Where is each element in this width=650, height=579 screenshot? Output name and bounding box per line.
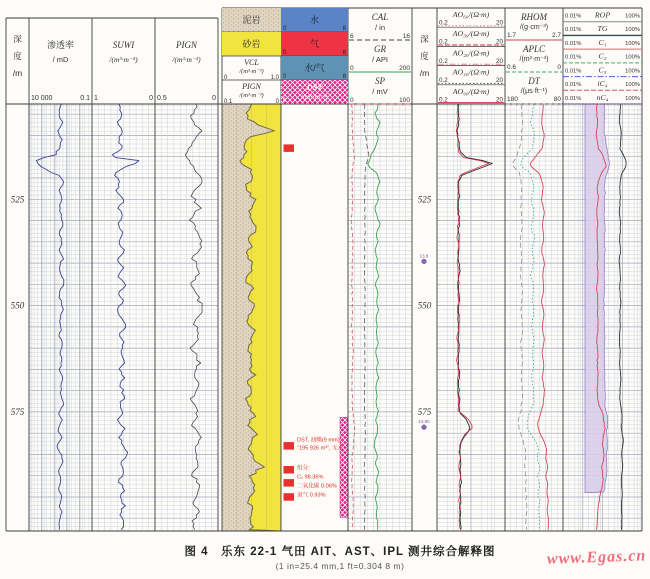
figure-caption-note: (1 in=25.4 mm,1 ft=0.304 8 m) xyxy=(275,561,405,571)
curve-suwi xyxy=(112,104,139,530)
scale-left: 0.01% xyxy=(565,54,582,61)
curve-pign2 xyxy=(185,104,202,530)
annotations xyxy=(11,144,432,517)
test-interval-marker xyxy=(284,442,295,450)
gr-row-title: CAL xyxy=(371,12,389,22)
scale-right: 100% xyxy=(625,82,640,89)
scale-right: 20 xyxy=(495,38,503,46)
scale-left: 0.2 xyxy=(439,96,448,104)
depth-header: 度 xyxy=(13,51,22,61)
scale-right: 2.7 xyxy=(551,32,561,39)
composition-note: 组分: xyxy=(297,465,310,472)
scale-left: 0 xyxy=(283,26,287,32)
curve-ao10 xyxy=(456,104,489,530)
dst-note: “195 926 m³”, 无水 xyxy=(297,445,344,452)
scale-left: 0.5 xyxy=(157,95,167,102)
watermark: www.Egas.cn xyxy=(546,547,647,568)
curve-aplc xyxy=(520,104,540,530)
gas-row-title: TG xyxy=(597,24,608,34)
fluid-legend-label: 水/气 xyxy=(304,63,325,73)
ao-row-title: AO₂₀/(Ω·m) xyxy=(452,48,490,58)
scale-right: 20 xyxy=(495,77,503,85)
scale-right: 100% xyxy=(625,68,640,75)
rh-row-title: DT xyxy=(528,76,540,86)
figure-caption-block xyxy=(60,543,620,571)
ao-row-title: AO₁₀/(Ω·m) xyxy=(452,67,490,77)
gas-row-title: C₃ xyxy=(598,65,607,75)
scale-left: 0.2 xyxy=(439,19,448,27)
track-unit: /(m³·m⁻³) xyxy=(172,55,201,64)
lith-legend-label: 砂岩 xyxy=(242,39,261,49)
track-title: PIGN xyxy=(176,40,197,50)
scale-right: 20 xyxy=(495,96,503,104)
scale-left: 0.01% xyxy=(565,40,582,47)
rh-row-unit: /(g·cm⁻³) xyxy=(519,24,549,31)
curve-dt xyxy=(513,104,527,530)
fluid-legend-unit: /(m³·m⁻³) xyxy=(301,94,328,101)
scale-left: 180 xyxy=(507,96,518,103)
log-curves xyxy=(36,104,626,530)
gr-row-unit: / API xyxy=(372,55,388,64)
scale-right: 100 xyxy=(399,97,410,104)
lith-scale-title: PIGN xyxy=(242,82,261,91)
scale-left: 0.01% xyxy=(565,13,582,20)
composition-note: 二氧化碳 0.06% xyxy=(297,483,337,490)
scale-right: 8 xyxy=(342,26,346,32)
composition-note: C₁ 98.36% xyxy=(297,474,324,481)
test-point-marker xyxy=(422,425,427,430)
scale-right: 0 xyxy=(557,64,561,71)
scale-right: 0 xyxy=(149,95,153,102)
rh-row-unit: /(μs·ft⁻¹) xyxy=(520,88,548,95)
scale-left: 0 xyxy=(283,74,287,80)
scale-left: 1 xyxy=(94,95,98,102)
ao-row-title: AO₆₀/(Ω·m) xyxy=(452,10,490,19)
depth-label: 575 xyxy=(10,406,25,417)
scale-left: 1.7 xyxy=(507,32,517,39)
scale-right: 100% xyxy=(625,95,640,102)
scale-right: 1.0 xyxy=(270,75,279,81)
scale-left: 0.01% xyxy=(565,27,582,34)
lith-scale-unit: /(m³·m⁻³) xyxy=(239,92,264,99)
track-title: SUWI xyxy=(112,40,135,50)
scale-right: 100% xyxy=(625,40,640,47)
fluid-legend-label: 水 xyxy=(309,15,320,25)
scale-right: 8 xyxy=(342,50,346,56)
gr-row-unit: / in xyxy=(374,23,386,32)
depth-label: 550 xyxy=(417,300,432,311)
scale-right: 100% xyxy=(625,27,640,34)
depth-header: 度 xyxy=(420,51,429,61)
rh-row-title: RHOM xyxy=(521,12,547,22)
scale-right: 20 xyxy=(495,19,503,27)
scale-right: 0 xyxy=(212,95,216,102)
lithology-track xyxy=(222,104,281,531)
scale-left: 0 xyxy=(350,97,354,104)
scale-left: 0 xyxy=(283,50,287,56)
test-interval-marker xyxy=(284,466,295,474)
test-point-marker xyxy=(422,259,427,264)
fluid-legend-label: DST xyxy=(306,82,323,92)
scale-right: 16 xyxy=(402,33,410,40)
figure-caption: 图 4 乐东 22-1 气田 AIT、AST、IPL 测井综合解释图 xyxy=(184,546,496,558)
c1-gas-band xyxy=(585,104,609,493)
rh-row-unit: /(m³·m⁻³) xyxy=(519,56,549,63)
test-interval-marker xyxy=(284,144,295,152)
test-point-label: 13.8 xyxy=(419,253,429,259)
gas-row-title: iC₄ xyxy=(597,79,608,89)
test-point-label: 13.90 xyxy=(418,419,430,425)
test-interval-marker xyxy=(284,493,295,501)
depth-header: /m xyxy=(419,68,430,78)
depth-label: 550 xyxy=(10,300,25,311)
scale-left: 0 xyxy=(350,65,354,72)
gas-row-title: nC₄ xyxy=(596,92,609,102)
curve-cal xyxy=(364,104,369,530)
track-unit: /(m³·m⁻³) xyxy=(109,55,138,64)
depth-label: 525 xyxy=(10,194,25,205)
lith-legend-label: 泥岩 xyxy=(242,15,261,25)
scale-right: 100% xyxy=(625,13,640,20)
fluid-legend-label: 气 xyxy=(309,39,320,49)
scale-left: 0.2 xyxy=(439,38,448,46)
lith-scale-unit: /(m³·m⁻³) xyxy=(239,68,264,75)
gas-row-title: C₂ xyxy=(598,51,607,61)
scale-left: 0 xyxy=(283,98,287,104)
scale-left: 0.01% xyxy=(565,68,582,75)
dst-interval-bar xyxy=(340,417,348,517)
scale-right: 0.1 xyxy=(80,95,90,102)
composition-note: 氮气 0.93% xyxy=(297,492,326,499)
scale-right: 0 xyxy=(275,99,279,105)
scale-right: 200 xyxy=(399,65,410,72)
gas-row-title: ROP xyxy=(594,10,611,20)
track-title: 渗透率 xyxy=(46,40,75,50)
scale-left: 6 xyxy=(350,33,354,40)
scale-left: 0.01% xyxy=(565,95,582,102)
curve-sp xyxy=(352,104,355,530)
depth-header: /m xyxy=(12,68,23,78)
gr-row-title: GR xyxy=(374,44,386,54)
track-headers xyxy=(13,8,642,105)
ao-row-title: AO₉₀/(Ω·m) xyxy=(452,86,490,96)
curve-perm xyxy=(36,104,63,530)
gas-row-title: C₁ xyxy=(598,37,607,47)
ao-row-title: AO₃₀/(Ω·m) xyxy=(452,29,490,39)
scale-left: 0.2 xyxy=(439,77,448,85)
depth-header: 深 xyxy=(420,34,429,44)
gr-row-unit: / mV xyxy=(372,87,388,96)
scale-left: 0.2 xyxy=(439,57,448,65)
gr-row-title: SP xyxy=(375,76,385,86)
track-unit: / mD xyxy=(52,55,69,64)
scale-left: 0.1 xyxy=(224,99,233,105)
depth-header: 深 xyxy=(13,34,22,44)
dst-note: DST, 油嘴(9 mm) xyxy=(297,437,340,444)
test-interval-marker xyxy=(284,479,295,487)
scale-left: 0.6 xyxy=(507,64,517,71)
scale-left: 0 xyxy=(224,75,228,81)
scale-left: 10 000 xyxy=(31,95,53,102)
depth-label: 525 xyxy=(417,194,432,205)
scale-right: 8 xyxy=(342,74,346,80)
rh-row-title: APLC xyxy=(522,44,546,54)
scale-left: 0.01% xyxy=(565,82,582,89)
depth-label: 575 xyxy=(417,406,432,417)
lith-scale-title: VCL xyxy=(244,58,259,67)
scale-right: 100% xyxy=(625,54,640,61)
scale-right: 20 xyxy=(495,57,503,65)
curve-gr xyxy=(368,104,380,530)
scale-right: 80 xyxy=(553,96,561,103)
